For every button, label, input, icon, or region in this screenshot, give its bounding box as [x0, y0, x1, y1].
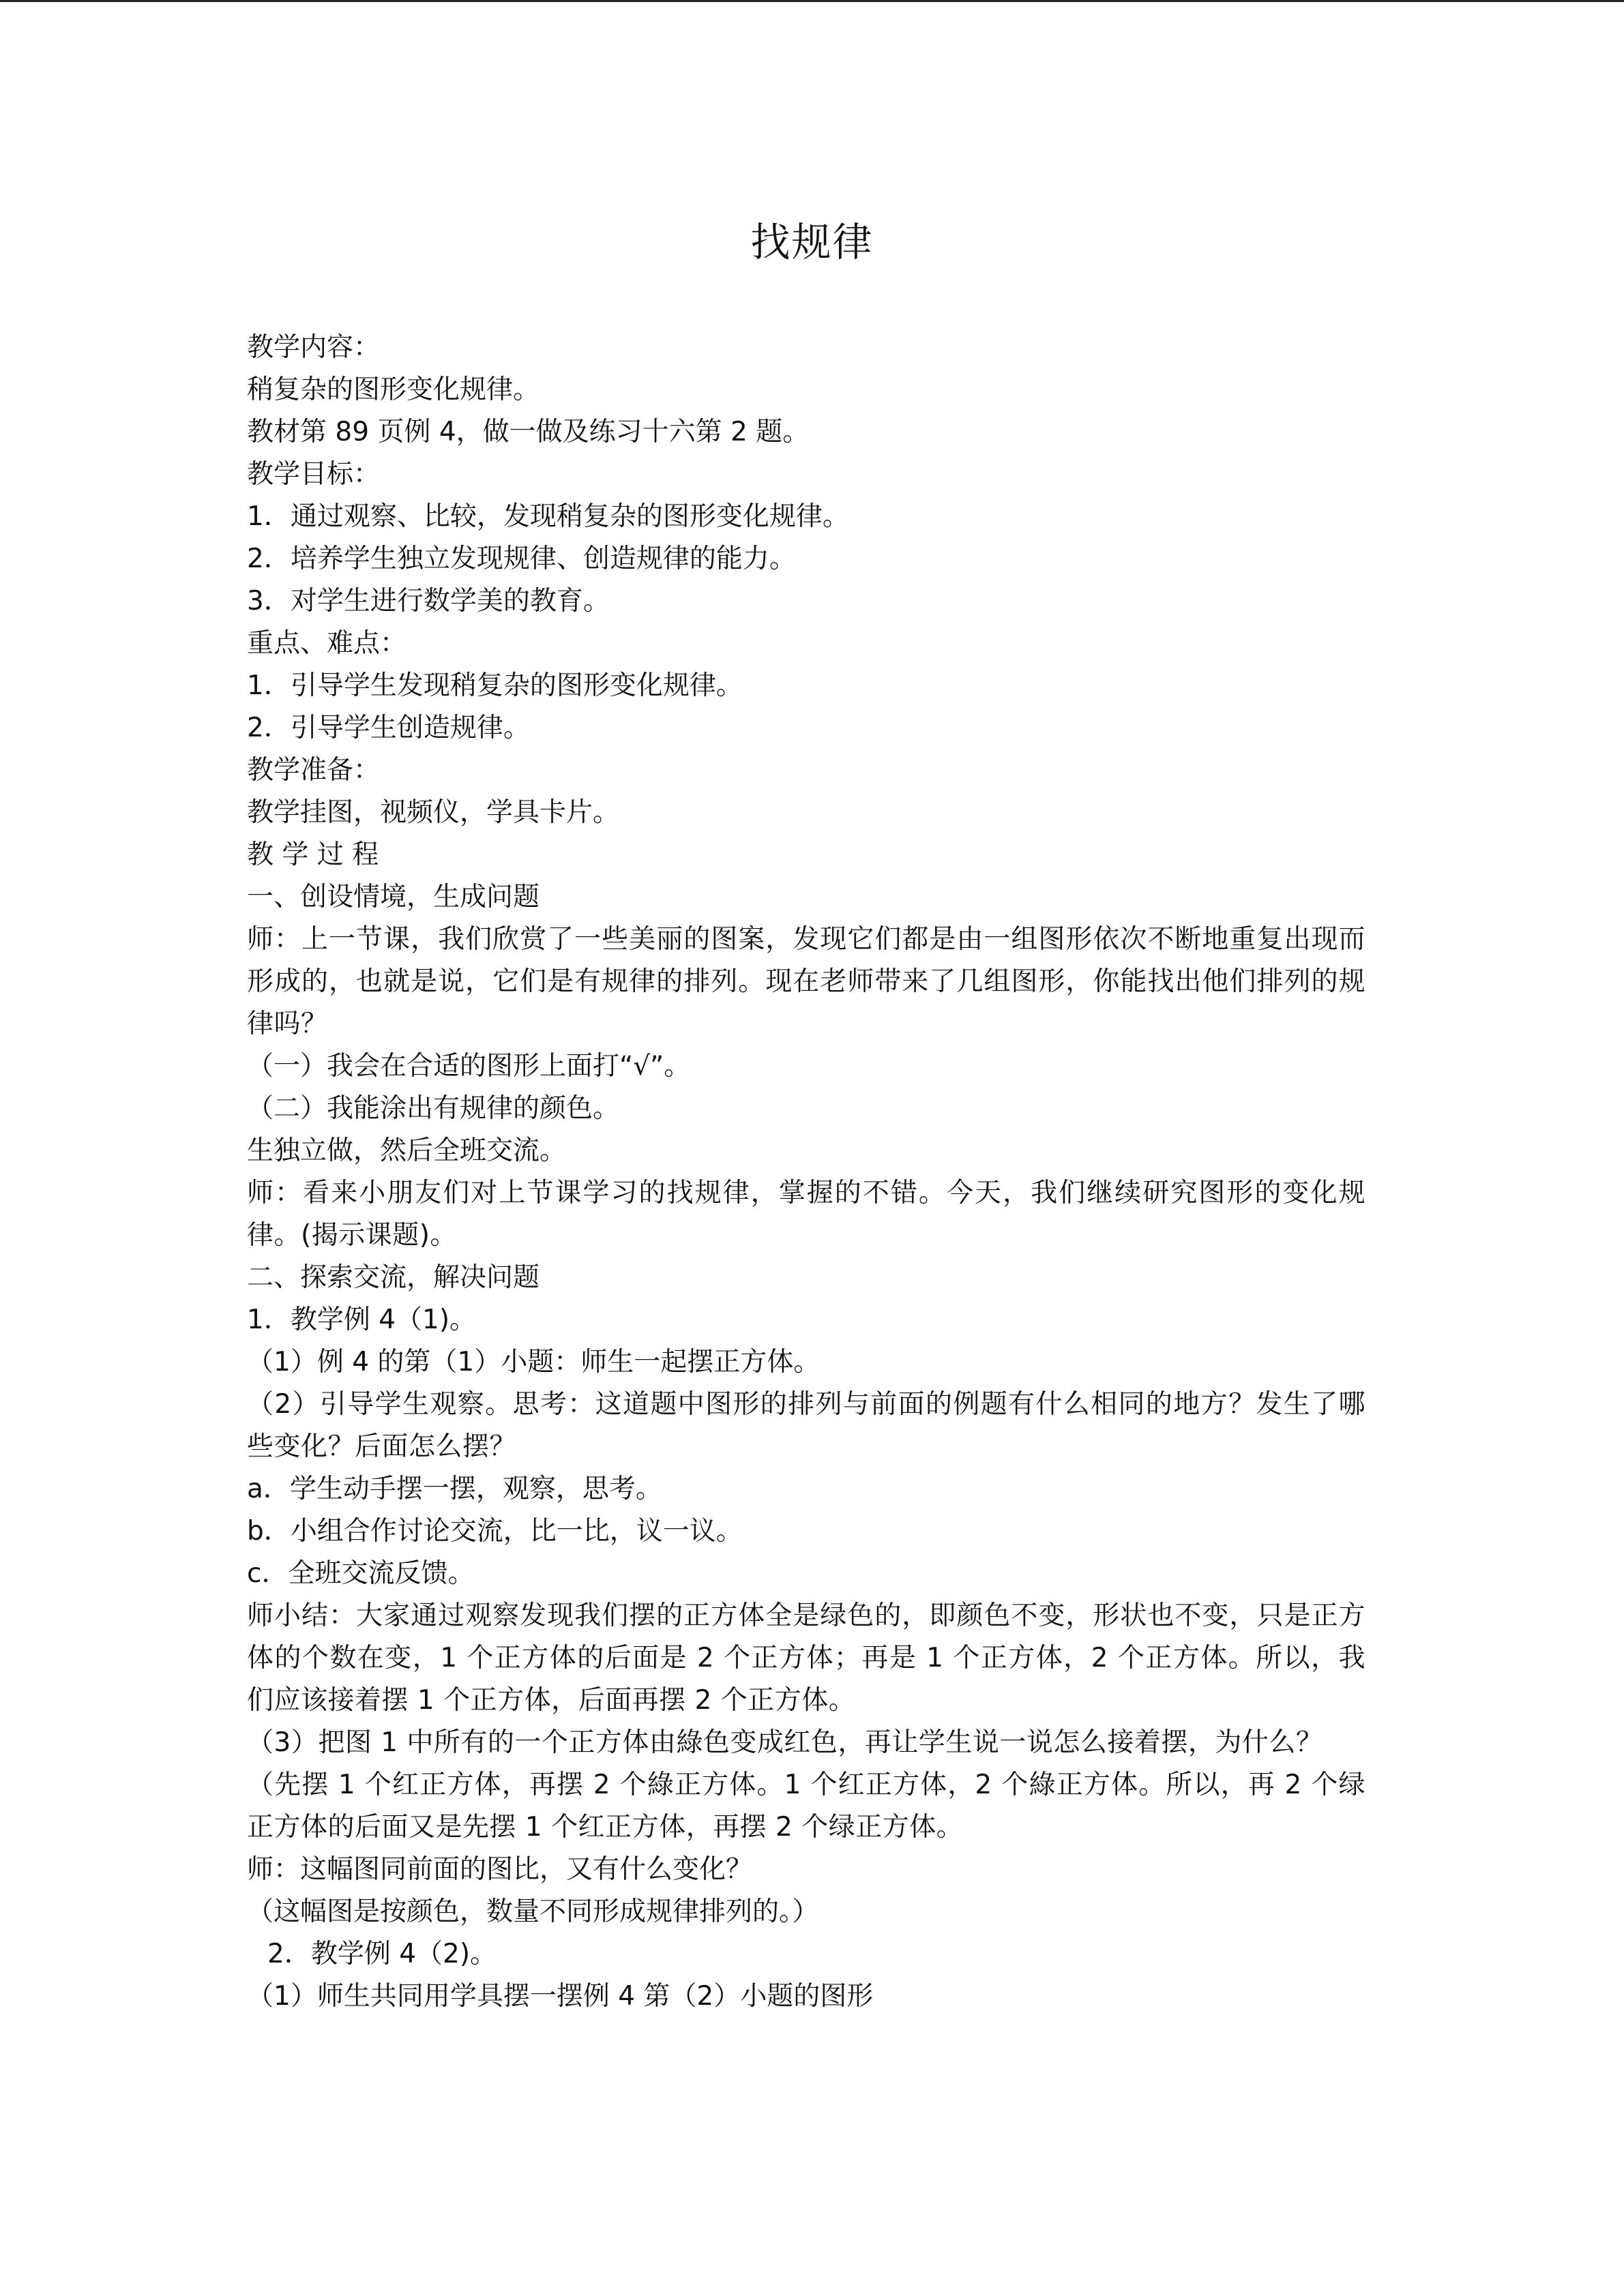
text-line: 生独立做，然后全班交流。 [247, 1135, 567, 1166]
text-line: （一）我会在合适的图形上面打“√”。 [247, 1051, 691, 1082]
document-title: 找规律 [750, 219, 874, 265]
text-line: 教学目标： [247, 459, 381, 490]
text-line: 2．引导学生创造规律。 [247, 713, 530, 743]
text-line: b．小组合作讨论交流，比一比，议一议。 [247, 1516, 743, 1547]
paragraph: （2）引导学生观察。思考：这道题中图形的排列与前面的例题有什么相同的地方？发生了哪些变化？后面怎么摆？ [247, 1389, 1365, 1462]
section-heading: 教 学 过 程 [247, 839, 379, 870]
document-body [247, 327, 1365, 2018]
text-line: （1）师生共同用学具摆一摆例 4 第（2）小题的图形 [247, 1981, 874, 2012]
text-line: （1）例 4 的第（1）小题：师生一起摆正方体。 [247, 1347, 821, 1377]
text-line: 2．培养学生独立发现规律、创造规律的能力。 [247, 543, 796, 574]
text-line: 2．教学例 4（2)。 [267, 1939, 497, 1969]
text-line: 1．教学例 4（1)。 [247, 1304, 477, 1335]
section-heading: 二、探索交流，解决问题 [247, 1262, 540, 1293]
text-line: （这幅图是按颜色，数量不同形成规律排列的。） [247, 1896, 819, 1927]
text-line: 教学挂图，视频仪，学具卡片。 [247, 797, 620, 828]
text-line: c．全班交流反馈。 [247, 1558, 475, 1589]
text-line: 1．引导学生发现稍复杂的图形变化规律。 [247, 670, 743, 701]
paragraph: 师：上一节课，我们欣赏了一些美丽的图案，发现它们都是由一组图形依次不断地重复出现而形成的，也就是说，它们是有规律的排列。现在老师带来了几组图形，你能找出他们排列的规律吗？ [247, 924, 1365, 1039]
text-line: 3．对学生进行数学美的教育。 [247, 586, 610, 616]
text-line: 稍复杂的图形变化规律。 [247, 374, 540, 405]
paragraph: 师：看来小朋友们对上节课学习的找规律，掌握的不错。今天，我们继续研究图形的变化规律。(揭示课题)。 [247, 1178, 1365, 1251]
text-line: 重点、难点： [247, 628, 407, 659]
section-heading: 一、创设情境，生成问题 [247, 882, 540, 912]
text-line: a．学生动手摆一摆，观察，思考。 [247, 1474, 662, 1504]
text-line: 教材第 89 页例 4，做一做及练习十六第 2 题。 [247, 417, 810, 447]
paragraph: 师小结：大家通过观察发现我们摆的正方体全是绿色的，即颜色不变，形状也不变，只是正方体的个数在变，1 个正方体的后面是 2 个正方体；再是 1 个正方体，2 个正方体。所以，我们应该接着摆 1 个正方体，后面再摆 2 个正方体。 [247, 1600, 1365, 1716]
paragraph: （先摆 1 个红正方体，再摆 2 个綠正方体。1 个红正方体，2 个綠正方体。所以，再 2 个绿正方体的后面又是先摆 1 个红正方体，再摆 2 个绿正方体。 [247, 1770, 1365, 1843]
paragraph: （3）把图 1 中所有的一个正方体由綠色变成红色，再让学生说一说怎么接着摆，为什么？ [247, 1727, 1323, 1758]
text-line: 1．通过观察、比较，发现稍复杂的图形变化规律。 [247, 501, 849, 532]
text-line: 师：这幅图同前面的图比，又有什么变化？ [247, 1854, 753, 1885]
text-line: （二）我能涂出有规律的颜色。 [247, 1093, 620, 1124]
text-line: 教学内容： [247, 332, 381, 363]
text-line: 教学准备： [247, 755, 381, 786]
